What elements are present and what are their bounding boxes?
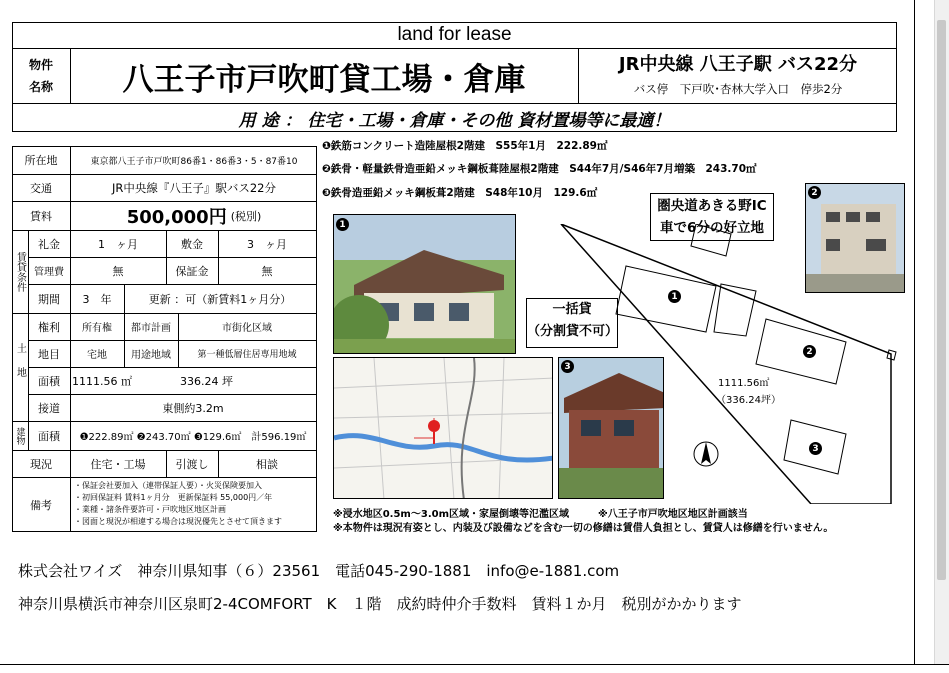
page-title: land for lease: [397, 24, 512, 45]
key-money-value: 1 ヶ月: [98, 237, 138, 251]
site-area-m2: 1111.56㎡: [718, 378, 770, 389]
mgmt-fee-label: 管理費: [34, 267, 64, 278]
remark-line: ・初回保証料 賃料1ヶ月分 更新保証料 55,000円／年: [74, 493, 273, 502]
land-side-label: 土地: [14, 343, 26, 391]
plan-note: ※八王子市戸吹地区地区計画該当: [598, 509, 748, 520]
deposit-value: 3 ヶ月: [247, 237, 287, 251]
access-main: JR中央線 八王子駅 バス22分: [618, 54, 858, 75]
term-value: 3 年: [82, 292, 112, 306]
building-3-desc: ❸鉄骨造亜鉛メッキ鋼板葺2階建 S48年10月 129.6㎡: [322, 187, 598, 199]
road-label: 接道: [38, 401, 60, 415]
term-label: 期間: [38, 292, 60, 306]
bldg-area-value: ❶222.89㎡ ❷243.70㎡ ❸129.6㎡ 計596.19㎡: [79, 432, 307, 443]
site-badge-1: 1: [668, 290, 681, 303]
ic-note: 圏央道あきる野IC 車で6分の好立地: [650, 193, 774, 241]
remark-line: ・業種・諸条件要許可・戸吹地区地区計画: [74, 505, 226, 514]
key-money-label: 礼金: [38, 237, 60, 251]
footer-line-1: 株式会社ワイズ 神奈川県知事（６）23561 電話045-290-1881 info@e-1881.com: [18, 562, 620, 580]
name-label-1: 物件: [28, 57, 53, 72]
transport-value: JR中央線『八王子』駅バス22分: [111, 180, 276, 195]
site-plan: [556, 224, 901, 504]
zoning-label: 用途地域: [131, 350, 171, 361]
area-label: 面積: [38, 374, 60, 388]
mgmt-fee-value: 無: [112, 264, 124, 278]
photo-2-badge: 2: [808, 186, 821, 199]
usage-banner: 用 途 ： 住宅・工場・倉庫・その他 資材置場等に最適！: [238, 110, 671, 131]
land-cat-label: 地目: [38, 347, 60, 361]
property-name: 八王子市戸吹町貸工場・倉庫: [122, 61, 526, 98]
zoning-value: 第一種低層住居専用地域: [197, 350, 297, 360]
handover-label: 引渡し: [175, 457, 209, 471]
deposit-label: 敷金: [181, 237, 203, 251]
site-area-tsubo: （336.24坪）: [716, 395, 781, 406]
building-1-desc: ❶鉄筋コンクリート造陸屋根2階建 S55年1月 222.89㎡: [322, 140, 608, 152]
bldg-area-label: 面積: [38, 429, 60, 443]
photo-3-badge: 3: [561, 360, 574, 373]
city-plan-value: 市街化区域: [222, 323, 272, 334]
page-edge-right: [914, 0, 915, 664]
building-2-desc: ❷鉄骨・軽量鉄骨造亜鉛メッキ鋼板葺陸屋根2階建 S44年7月/S46年7月増築 243.70㎡: [322, 163, 757, 175]
lump-note: 一括貸 （分割貸不可）: [526, 298, 618, 348]
rights-label: 権利: [38, 320, 60, 334]
photo-building-1: [333, 214, 516, 354]
status-value: 住宅・工場: [90, 457, 146, 471]
access-sub: バス停 下戸吹･杏林大学入口 停歩2分: [633, 82, 843, 96]
guarantee-value: 無: [261, 264, 273, 278]
remark-line: ・図面と現況が相違する場合は現況優先とさせて頂きます: [74, 517, 282, 526]
rent-value: 500,000円: [126, 206, 227, 228]
road-value: 東側約3.2m: [162, 401, 224, 415]
scrollbar-thumb[interactable]: [937, 20, 946, 580]
rent-wrap: [72, 201, 316, 230]
city-plan-label: 都市計画: [131, 323, 171, 334]
footer-line-2: 神奈川県横浜市神奈川区泉町2-4COMFORT K １階 成約時仲介手数料 賃料１か月 税別がかかります: [18, 595, 742, 613]
status-label: 現況: [30, 457, 52, 471]
lease-side-label: 賃貸条件: [14, 251, 26, 292]
location-value: 東京都八王子市戸吹町86番1・86番3・5・87番10: [90, 156, 298, 167]
site-badge-3: 3: [809, 442, 822, 455]
rent-label: 賃料: [30, 209, 52, 223]
handover-value: 相談: [256, 457, 278, 471]
area-tsubo: 336.24 坪: [180, 374, 233, 388]
land-cat-value: 宅地: [87, 350, 107, 361]
guarantee-label: 保証金: [175, 264, 209, 278]
rights-value: 所有権: [82, 323, 112, 334]
transport-label: 交通: [30, 181, 52, 195]
page-edge-bottom: [0, 664, 949, 665]
repair-note: ※本物件は現況有姿とし、内装及び設備などを含む一切の修繕は賃借人負担とし、賃貸人は修繕を行いません。: [333, 523, 834, 534]
remarks-list: [74, 480, 316, 528]
site-badge-2: 2: [803, 345, 816, 358]
flood-note: ※浸水地区0.5m～3.0m区域・家屋倒壊等氾濫区域: [333, 509, 569, 520]
renewal-value: 更新 ：可（新賃料1ヶ月分）: [148, 292, 292, 306]
building-side-label: 建物: [14, 426, 25, 445]
photo-1-badge: 1: [336, 218, 349, 231]
remarks-label: 備考: [30, 498, 52, 512]
location-label: 所在地: [24, 154, 58, 167]
remark-line: ・保証会社要加入（連帯保証人要）・火災保険要加入: [74, 481, 262, 490]
location-map: [333, 357, 553, 499]
name-label-2: 名称: [28, 79, 53, 94]
rent-tax: (税別): [230, 209, 262, 223]
area-m2: 1111.56 ㎡: [72, 374, 132, 388]
